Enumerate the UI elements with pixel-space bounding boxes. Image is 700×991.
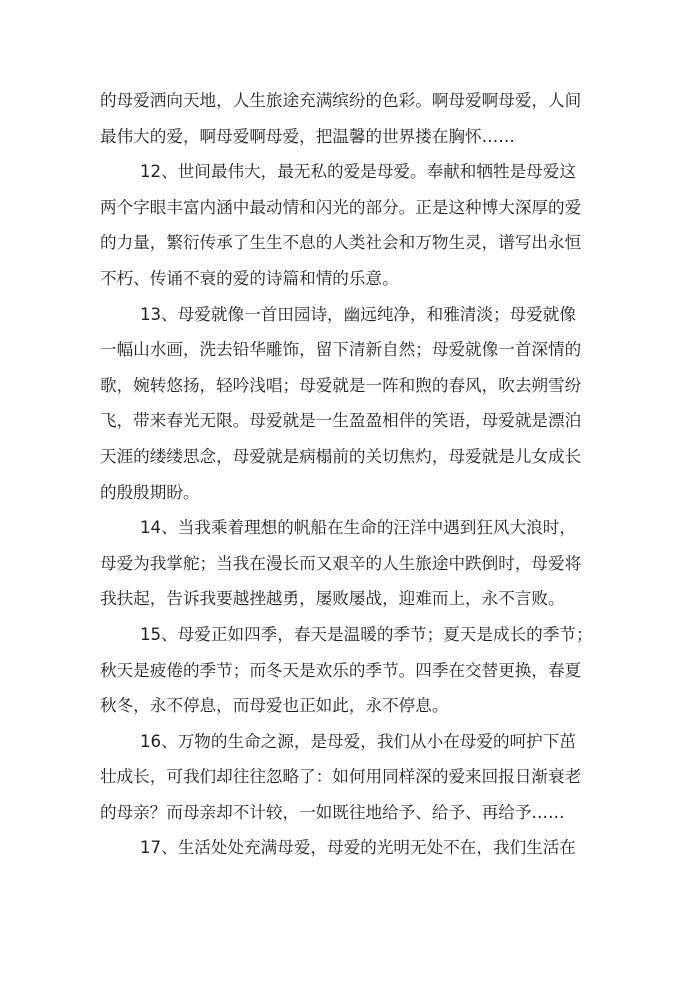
- text-line: 两个字眼丰富内涵中最动情和闪光的部分。正是这种博大深厚的爱: [100, 197, 582, 217]
- text-line: 壮成长，可我们却往往忽略了：如何用同样深的爱来回报日渐衰老: [100, 767, 582, 787]
- paragraph-14: [100, 510, 600, 617]
- text-line: 17、生活处处充满母爱，母爱的光明无处不在，我们生活在: [140, 838, 576, 858]
- text-line: 不朽、传诵不衰的爱的诗篇和情的乐意。: [100, 268, 399, 288]
- paragraph-15: [100, 617, 600, 724]
- text-line: 16、万物的生命之源，是母爱，我们从小在母爱的呵护下茁: [140, 731, 576, 751]
- text-line: 歌，婉转悠扬，轻吟浅唱；母爱就是一阵和煦的春风，吹去朔雪纷: [100, 375, 582, 395]
- text-line: 14、当我乘着理想的帆船在生命的汪洋中遇到狂风大浪时，: [140, 518, 576, 538]
- paragraph-16: [100, 724, 600, 831]
- text-line: 13、母爱就像一首田园诗，幽远纯净，和雅清淡；母爱就像: [140, 304, 576, 324]
- text-line: 天涯的缕缕思念，母爱就是病榻前的关切焦灼，母爱就是儿女成长: [100, 446, 582, 466]
- paragraph-12: [100, 154, 600, 296]
- text-line: 的母亲？而母亲却不计较，一如既往地给予、给予、再给予……: [100, 802, 565, 822]
- text-line: 的力量，繁衍传承了生生不息的人类社会和万物生灵，谱写出永恒: [100, 233, 582, 253]
- article-body: [100, 83, 600, 866]
- paragraph-13: [100, 297, 600, 511]
- text-line: 最伟大的爱，啊母爱啊母爱，把温馨的世界搂在胸怀……: [100, 126, 515, 146]
- text-line: 的殷殷期盼。: [100, 482, 200, 502]
- text-line: 的母爱洒向天地，人生旅途充满缤纷的色彩。啊母爱啊母爱，人间: [100, 91, 582, 110]
- paragraph-continued: [100, 83, 600, 154]
- text-line: 母爱为我掌舵；当我在漫长而又艰辛的人生旅途中跌倒时，母爱将: [100, 553, 582, 573]
- text-line: 秋天是疲倦的季节；而冬天是欢乐的季节。四季在交替更换，春夏: [100, 660, 582, 680]
- text-line: 15、母爱正如四季，春天是温暖的季节；夏天是成长的季节；: [140, 624, 593, 644]
- text-line: 一幅山水画，洗去铅华雕饰，留下清新自然；母爱就像一首深情的: [100, 340, 582, 360]
- text-line: 秋冬，永不停息，而母爱也正如此，永不停息。: [100, 696, 449, 716]
- text-line: 12、世间最伟大，最无私的爱是母爱。奉献和牺牲是母爱这: [140, 162, 576, 182]
- text-line: 飞，带来春光无限。母爱就是一生盈盈相伴的笑语，母爱就是漂泊: [100, 411, 582, 431]
- text-line: 我扶起，告诉我要越挫越勇，屡败屡战，迎难而上，永不言败。: [100, 589, 565, 609]
- paragraph-17: [100, 830, 600, 866]
